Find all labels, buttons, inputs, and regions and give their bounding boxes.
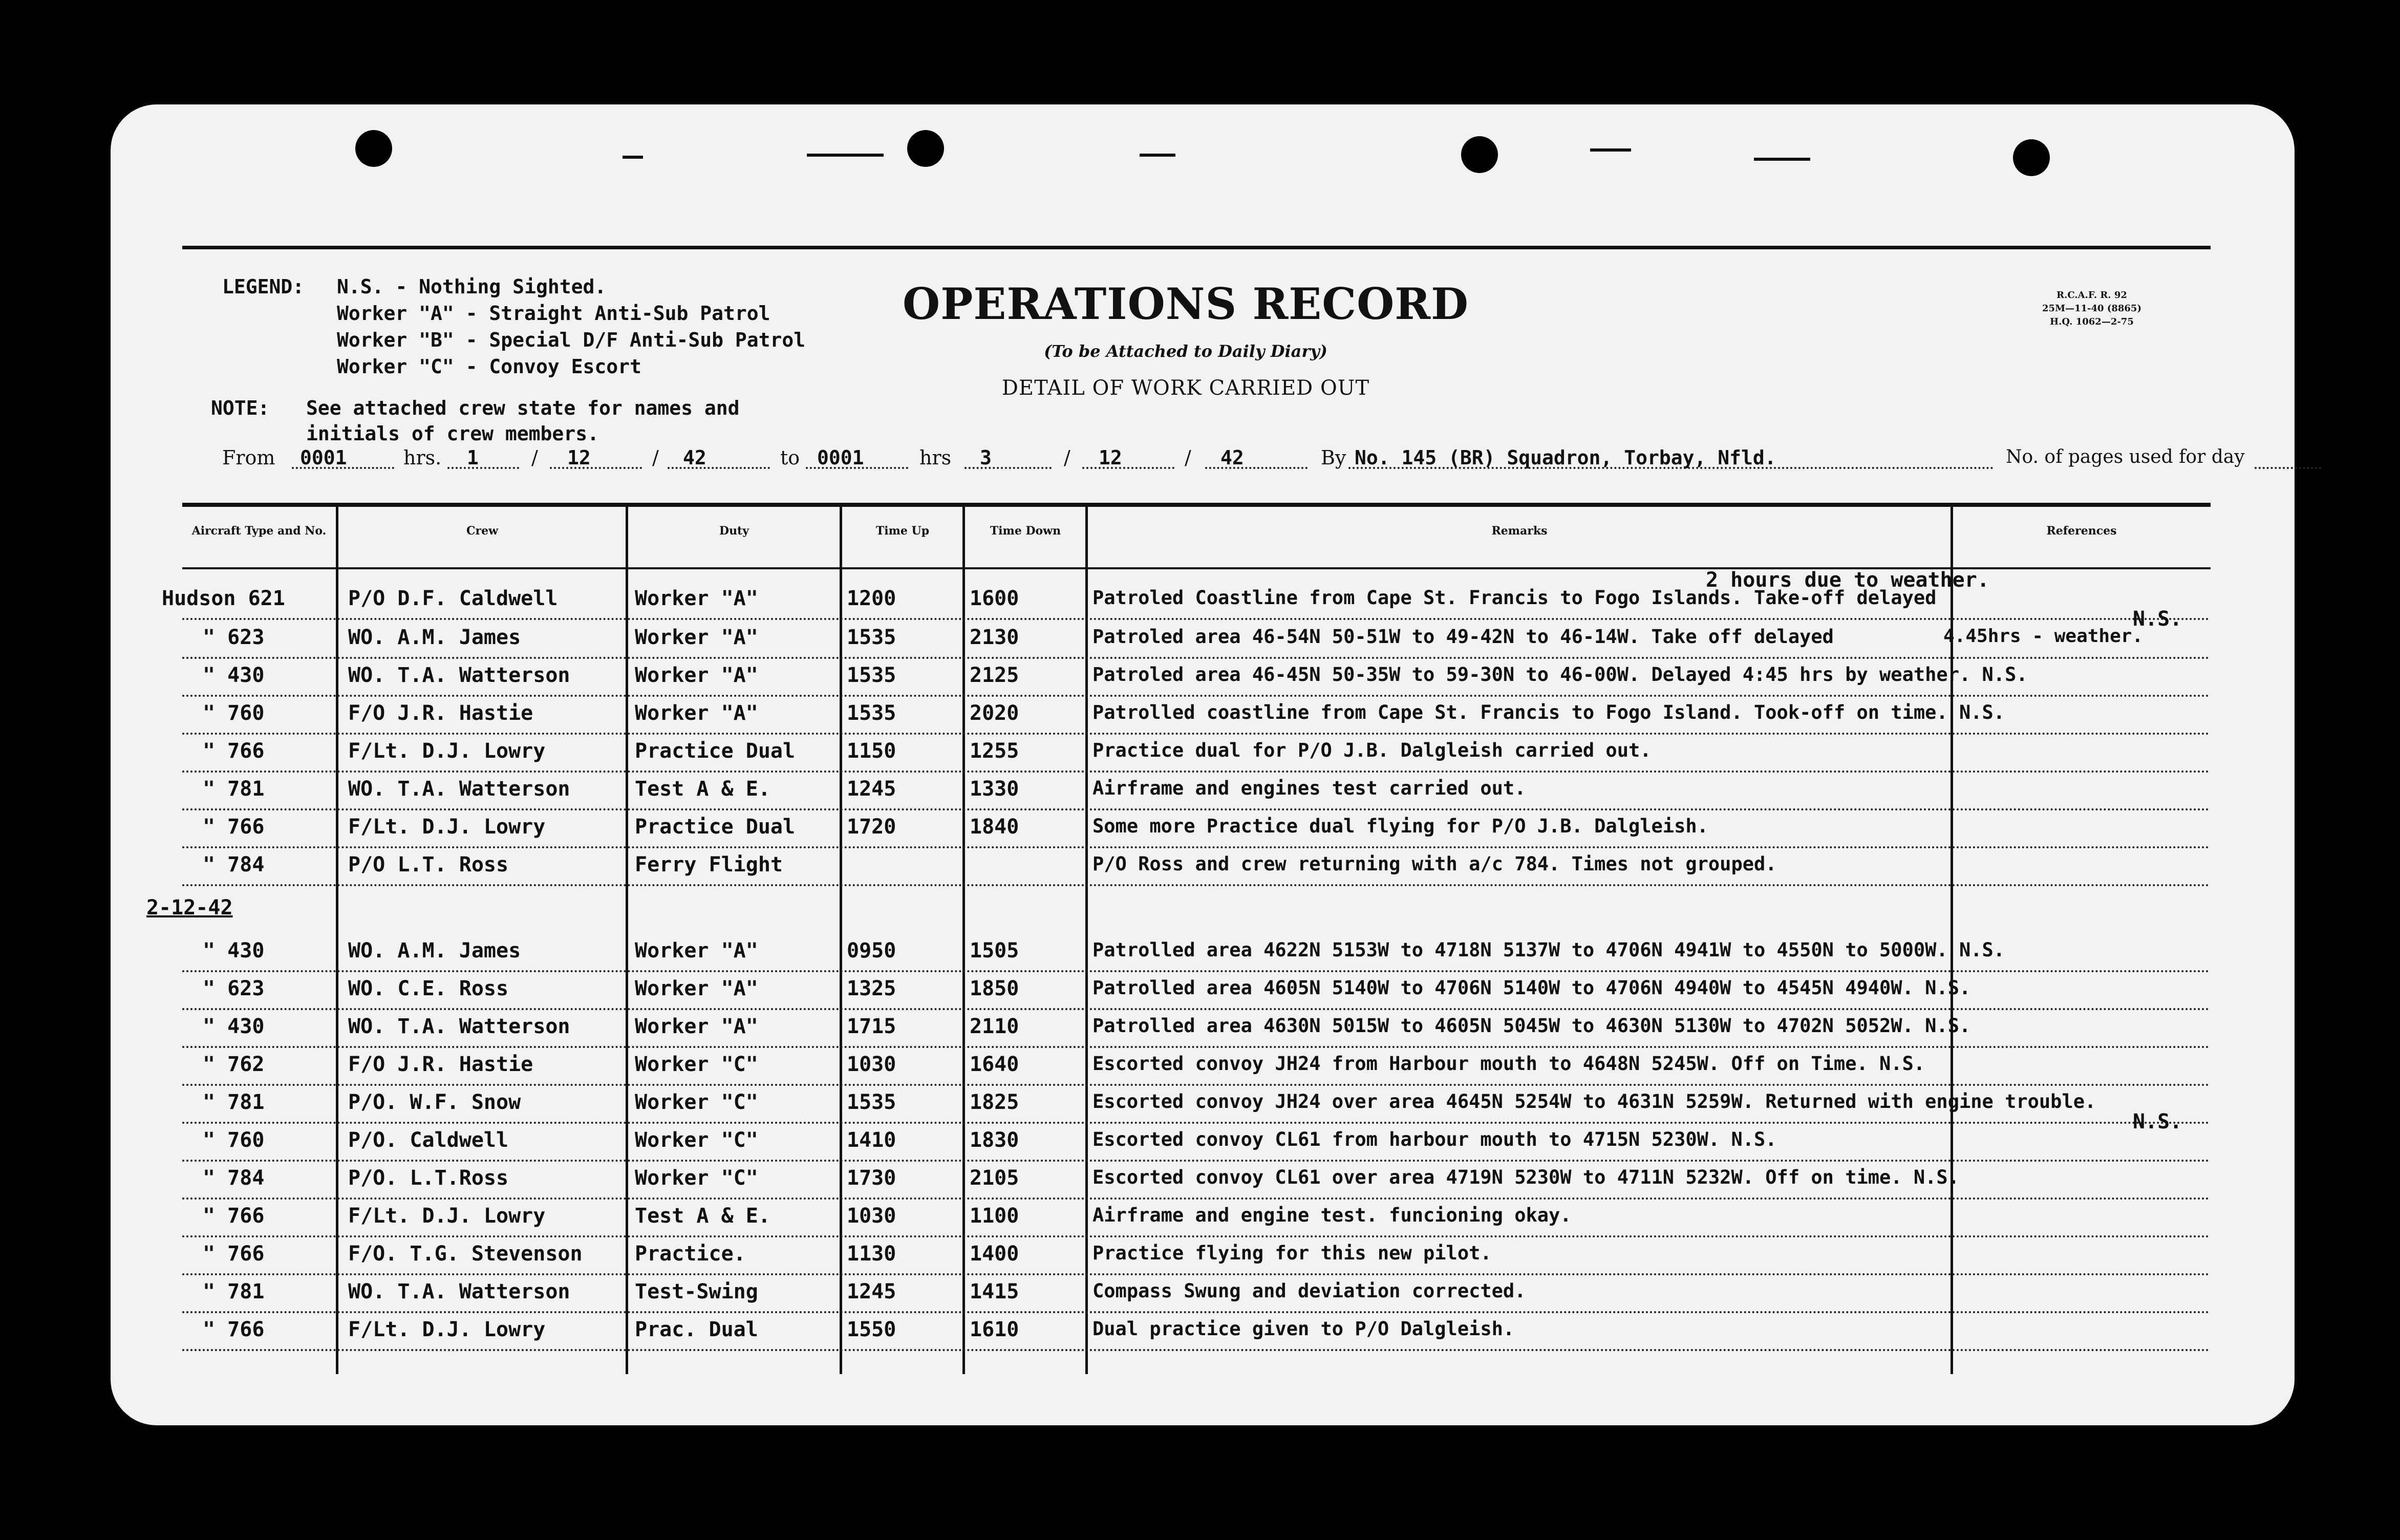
from-year: 42 [683,446,706,469]
table-row [182,1047,2211,1086]
aircraft-cell: " 430 [203,939,265,963]
remarks-cell: Some more Practice dual flying for P/O J.B. Dalgleish. [1092,815,1708,837]
remarks-cell: Escorted convoy JH24 over area 4645N 5254W to 4631N 5259W. Returned with engine trouble. [1092,1090,2096,1113]
crew-cell: WO. T.A. Watterson [348,777,570,801]
col-time-down: Time Down [990,524,1061,538]
legend-item: Worker "C" - Convoy Escort [337,355,641,378]
duty-cell: Practice Dual [635,739,796,763]
reference-cell: N.S. [2133,1110,2182,1133]
punch-mark [623,156,643,159]
aircraft-cell: " 623 [203,626,265,649]
time-up-cell: 1200 [847,587,896,610]
time-down-cell: 2130 [970,626,1019,649]
crew-cell: WO. T.A. Watterson [348,1015,570,1038]
table-row [182,810,2211,848]
time-down-cell: 1825 [970,1090,1019,1114]
remarks-cell: Patroled area 46-54N 50-51W to 49-42N to 46-14W. Take off delayed [1092,626,1834,648]
from-time: 0001 [300,446,347,469]
duty-cell: Worker "C" [635,1090,758,1114]
time-up-cell: 1410 [847,1128,896,1152]
col-duty: Duty [719,524,749,538]
time-up-cell: 1245 [847,1280,896,1303]
time-up-cell: 1550 [847,1318,896,1341]
duty-cell: Test A & E. [635,1204,770,1228]
legend [222,273,805,380]
duty-cell: Worker "A" [635,1015,758,1038]
duty-cell: Worker "A" [635,587,758,610]
legend-item: N.S. - Nothing Sighted. [337,275,607,298]
punch-mark [1754,158,1810,161]
time-up-cell: 1245 [847,777,896,801]
punch-mark [1140,154,1175,157]
duty-cell: Worker "A" [635,626,758,649]
aircraft-cell: " 766 [203,1242,265,1266]
from-label: From [222,446,275,469]
duty-cell: Worker "C" [635,1053,758,1076]
time-down-cell: 2020 [970,701,1019,725]
legend-label: LEGEND: [222,275,305,298]
from-day: 1 [467,446,479,469]
time-down-cell: 1830 [970,1128,1019,1152]
from-month: 12 [567,446,591,469]
remarks-cell: Patrolled area 4630N 5015W to 4605N 5045W to 4630N 5130W to 4702N 5052W. N.S. [1092,1015,1971,1037]
table-row [182,607,2211,659]
aircraft-cell: " 781 [203,777,265,801]
duty-cell: Prac. Dual [635,1318,758,1341]
table-header [182,504,2211,567]
remarks-cell: Compass Swung and deviation corrected. [1092,1280,1526,1302]
crew-cell: WO. T.A. Watterson [348,1280,570,1303]
time-up-cell: 1130 [847,1242,896,1266]
aircraft-cell: " 762 [203,1053,265,1076]
crew-cell: F/O J.R. Hastie [348,701,533,725]
punch-hole [2013,139,2050,176]
table-row [162,568,2211,620]
date-heading: 2-12-42 [146,896,233,919]
top-rule [182,246,2211,249]
col-crew: Crew [466,524,499,538]
time-down-cell: 1640 [970,1053,1019,1076]
aircraft-cell: " 430 [203,1015,265,1038]
table-row [182,772,2211,810]
table-row [182,1237,2211,1275]
remarks-cell: Dual practice given to P/O Dalgleish. [1092,1318,1515,1340]
time-down-cell: 1600 [970,587,1019,610]
time-up-cell: 1535 [847,664,896,687]
remarks-cell: Airframe and engine test. funcioning okay. [1092,1204,1572,1226]
col-aircraft: Aircraft Type and No. [191,524,327,538]
remarks-cell: Patroled area 46-45N 50-35W to 59-30N to 46-00W. Delayed 4:45 hrs by weather. N.S. [1092,664,2028,686]
time-up-cell: 1535 [847,701,896,725]
table-row [182,1313,2211,1351]
to-day: 3 [980,446,992,469]
legend-item: Worker "B" - Special D/F Anti-Sub Patrol [337,329,806,351]
note [211,395,739,446]
by-label: By [1321,446,1346,469]
table-row [182,848,2211,886]
time-up-cell: 1730 [847,1166,896,1190]
time-down-cell: 1415 [970,1280,1019,1303]
table-row [182,934,2211,972]
col-time-up: Time Up [875,524,930,538]
table-row [182,1275,2211,1313]
note-label: NOTE: [211,397,270,419]
aircraft-cell: " 781 [203,1090,265,1114]
to-time: 0001 [817,446,864,469]
note-line: initials of crew members. [306,422,599,445]
crew-cell: F/O J.R. Hastie [348,1053,533,1076]
time-down-cell: 1840 [970,815,1019,839]
table-row [182,1199,2211,1237]
duty-cell: Practice. [635,1242,746,1266]
aircraft-cell: " 766 [203,739,265,763]
duty-cell: Worker "C" [635,1166,758,1190]
remarks-cell: Patrolled area 4622N 5153W to 4718N 5137W to 4706N 4941W to 4550N to 5000W. N.S. [1092,939,2005,961]
punch-mark [807,154,884,157]
table-row [182,696,2211,735]
punch-hole [1461,136,1498,173]
to-month: 12 [1099,446,1122,469]
to-label: to [780,446,800,469]
aircraft-cell: " 784 [203,853,265,876]
remarks-overflow: 2 hours due to weather. [1706,568,1989,592]
time-up-cell: 1535 [847,1090,896,1114]
duty-cell: Worker "A" [635,664,758,687]
table-row [182,658,2211,697]
time-up-cell: 1535 [847,626,896,649]
duty-cell: Test A & E. [635,777,770,801]
form-subtitle: (To be Attached to Daily Diary) [1044,341,1327,361]
squadron-unit: No. 145 (BR) Squadron, Torbay, Nfld. [1355,446,1776,469]
aircraft-cell: " 760 [203,701,265,725]
table-row [182,734,2211,773]
remarks-cell: Escorted convoy CL61 from harbour mouth to 4715N 5230W. N.S. [1092,1128,1777,1150]
punch-mark [1590,148,1631,152]
crew-cell: F/Lt. D.J. Lowry [348,815,546,839]
remarks-cell: Practice flying for this new pilot. [1092,1242,1492,1264]
crew-cell: P/O. Caldwell [348,1128,509,1152]
duty-cell: Worker "A" [635,977,758,1000]
time-up-cell: 1325 [847,977,896,1000]
time-up-cell: 1720 [847,815,896,839]
form-title: OPERATIONS RECORD [903,279,1469,329]
punch-hole [907,130,944,167]
aircraft-cell: " 766 [203,1204,265,1228]
reference-cell: N.S. [2133,607,2182,631]
crew-cell: WO. T.A. Watterson [348,664,570,687]
title-block [899,279,1472,400]
duty-cell: Ferry Flight [635,853,783,876]
aircraft-cell: " 766 [203,815,265,839]
form-number: R.C.A.F. R. 92 25M—11-40 (8865) H.Q. 1062—2-75 [2042,290,2141,327]
time-down-cell: 1400 [970,1242,1019,1266]
form-detail-heading: DETAIL OF WORK CARRIED OUT [1001,376,1370,400]
duty-cell: Worker "A" [635,939,758,963]
aircraft-cell: " 430 [203,664,265,687]
remarks-overflow: 4.45hrs - weather. [1943,626,2144,647]
crew-cell: WO. A.M. James [348,626,521,649]
duty-cell: Worker "C" [635,1128,758,1152]
aircraft-cell: " 784 [203,1166,265,1190]
crew-cell: P/O D.F. Caldwell [348,587,558,610]
time-up-cell: 1715 [847,1015,896,1038]
crew-cell: P/O L.T. Ross [348,853,509,876]
duty-cell: Worker "A" [635,701,758,725]
time-down-cell: 2110 [970,1015,1019,1038]
operations-record-card [111,104,2295,1425]
col-references: References [2046,524,2117,538]
aircraft-cell: Hudson 621 [162,587,285,610]
hrs-label: hrs. [403,446,442,469]
crew-cell: F/Lt. D.J. Lowry [348,739,546,763]
col-remarks: Remarks [1491,524,1548,538]
aircraft-cell: " 623 [203,977,265,1000]
pages-label: No. of pages used for day [2006,446,2245,467]
remarks-cell: Patroled Coastline from Cape St. Francis to Fogo Islands. Take-off delayed [1092,587,1937,609]
time-down-cell: 2105 [970,1166,1019,1190]
remarks-cell: Patrolled area 4605N 5140W to 4706N 5140W to 4706N 4940W to 4545N 4940W. N.S. [1092,977,1971,999]
table-row [182,1161,2211,1200]
table-row [182,972,2211,1010]
time-down-cell: 1505 [970,939,1019,963]
crew-cell: WO. A.M. James [348,939,521,963]
crew-cell: F/Lt. D.J. Lowry [348,1204,546,1228]
remarks-cell: Escorted convoy CL61 over area 4719N 5230W to 4711N 5232W. Off on time. N.S. [1092,1166,1959,1188]
remarks-cell: P/O Ross and crew returning with a/c 784. Times not grouped. [1092,853,1777,875]
table-row [182,1010,2211,1048]
aircraft-cell: " 781 [203,1280,265,1303]
remarks-cell: Practice dual for P/O J.B. Dalgleish carried out. [1092,739,1652,761]
time-down-cell: 1850 [970,977,1019,1000]
aircraft-cell: " 766 [203,1318,265,1341]
remarks-cell: Escorted convoy JH24 from Harbour mouth to 4648N 5245W. Off on Time. N.S. [1092,1053,1925,1075]
to-year: 42 [1220,446,1244,469]
aircraft-cell: " 760 [203,1128,265,1152]
duty-cell: Test-Swing [635,1280,758,1303]
legend-item: Worker "A" - Straight Anti-Sub Patrol [337,302,770,325]
crew-cell: WO. C.E. Ross [348,977,509,1000]
note-line: See attached crew state for names and [306,397,740,419]
time-down-cell: 1100 [970,1204,1019,1228]
time-up-cell: 1150 [847,739,896,763]
crew-cell: F/Lt. D.J. Lowry [348,1318,546,1341]
time-down-cell: 1610 [970,1318,1019,1341]
crew-cell: P/O. W.F. Snow [348,1090,521,1114]
crew-cell: P/O. L.T.Ross [348,1166,509,1190]
time-down-cell: 2125 [970,664,1019,687]
remarks-cell: Patrolled coastline from Cape St. Francis to Fogo Island. Took-off on time. N.S. [1092,701,2005,723]
time-down-cell: 1330 [970,777,1019,801]
time-down-cell: 1255 [970,739,1019,763]
period-line: From 0001 hrs. 1 / 12 / 42 to 0001 hrs 3 / 12 / 42 By No. 145 (BR) Squadron, Torbay, Nfld. No. of pages used for day [222,446,2219,477]
time-up-cell: 0950 [847,939,896,963]
table-row [182,1110,2211,1162]
remarks-cell: Airframe and engines test carried out. [1092,777,1526,799]
table-row [182,1085,2211,1124]
time-up-cell: 1030 [847,1204,896,1228]
punch-hole [355,130,392,167]
duty-cell: Practice Dual [635,815,796,839]
hrs-label: hrs [919,446,952,469]
crew-cell: F/O. T.G. Stevenson [348,1242,583,1266]
time-up-cell: 1030 [847,1053,896,1076]
